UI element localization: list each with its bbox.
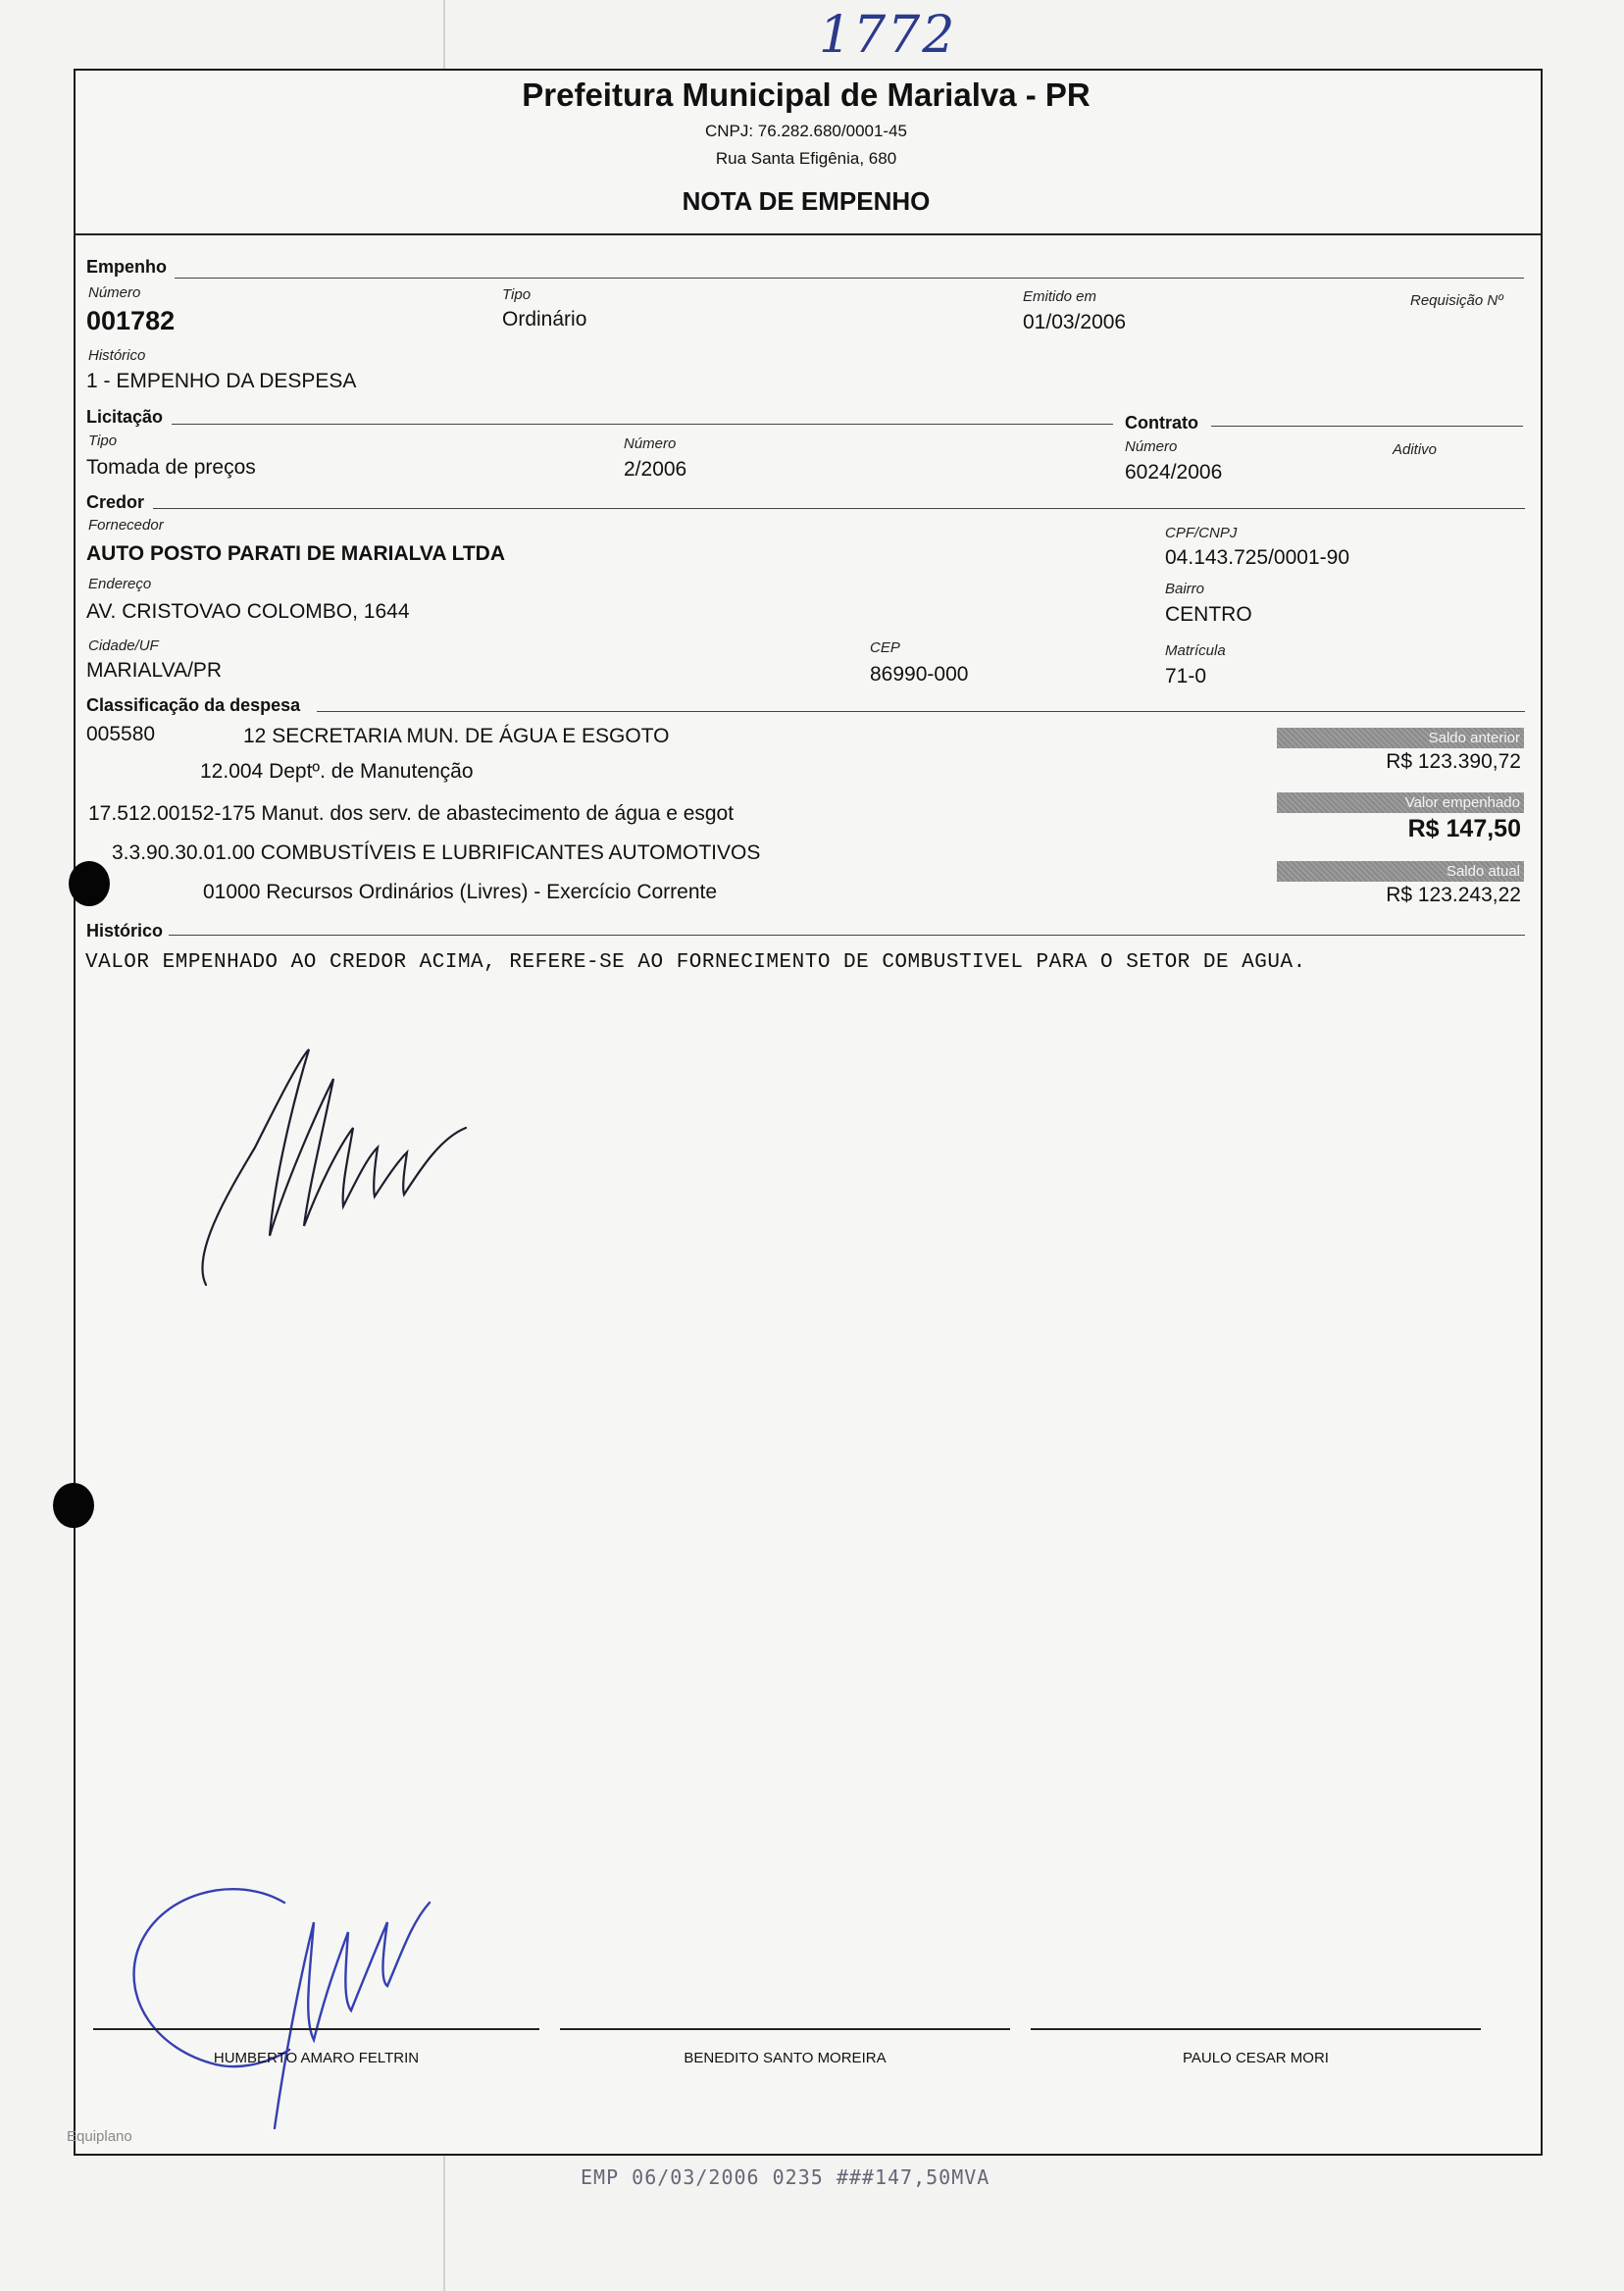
page-title: Prefeitura Municipal de Marialva - PR bbox=[522, 76, 1091, 113]
credor-endereco: AV. CRISTOVAO COLOMBO, 1644 bbox=[86, 600, 410, 623]
punch-hole bbox=[69, 861, 110, 906]
credor-cnpj: 04.143.725/0001-90 bbox=[1165, 546, 1350, 569]
fornecedor-name: AUTO POSTO PARATI DE MARIALVA LTDA bbox=[86, 542, 505, 565]
signatory-2: BENEDITO SANTO MOREIRA bbox=[684, 2050, 887, 2066]
credor-bairro: CENTRO bbox=[1165, 603, 1252, 626]
licitacao-tipo-label: Tipo bbox=[88, 433, 118, 449]
section-contrato: Contrato bbox=[1125, 413, 1198, 433]
section-rule bbox=[169, 935, 1525, 936]
saldo-atual-value: R$ 123.243,22 bbox=[1386, 884, 1521, 906]
signature-line-2 bbox=[560, 2028, 1010, 2030]
section-rule bbox=[175, 278, 1524, 279]
section-classificacao: Classificação da despesa bbox=[86, 695, 301, 715]
payment-stamp: EMP 06/03/2006 0235 ###147,50MVA bbox=[581, 2165, 990, 2189]
header-divider bbox=[74, 233, 1541, 235]
blue-signature bbox=[118, 1863, 441, 2167]
contrato-numero-label: Número bbox=[1125, 438, 1178, 455]
matricula-label: Matrícula bbox=[1165, 642, 1226, 659]
empenho-numero-label: Número bbox=[88, 284, 141, 301]
classificacao-recurso: 01000 Recursos Ordinários (Livres) - Exercício Corrente bbox=[203, 881, 718, 903]
requisicao-label: Requisição Nº bbox=[1410, 292, 1503, 309]
emitido-label: Emitido em bbox=[1023, 288, 1097, 305]
classificacao-unidade: 12.004 Deptº. de Manutenção bbox=[200, 760, 474, 783]
section-credor: Credor bbox=[86, 492, 145, 512]
software-footer: Equiplano bbox=[67, 2128, 132, 2145]
emitido-date: 01/03/2006 bbox=[1023, 311, 1127, 333]
bairro-label: Bairro bbox=[1165, 581, 1205, 597]
licitacao-numero-label: Número bbox=[624, 435, 677, 452]
credor-cep: 86990-000 bbox=[870, 663, 969, 686]
section-rule bbox=[1211, 426, 1523, 427]
saldo-anterior-value: R$ 123.390,72 bbox=[1386, 750, 1521, 773]
fornecedor-label: Fornecedor bbox=[88, 517, 164, 534]
empenho-tipo: Ordinário bbox=[502, 308, 587, 331]
empenho-historico: 1 - EMPENHO DA DESPESA bbox=[86, 370, 357, 392]
classificacao-orgao: 12 SECRETARIA MUN. DE ÁGUA E ESGOTO bbox=[243, 725, 670, 747]
section-rule bbox=[153, 508, 1525, 509]
section-licitacao: Licitação bbox=[86, 407, 164, 427]
empenho-numero: 001782 bbox=[86, 306, 176, 335]
section-rule bbox=[172, 424, 1113, 425]
address-line: Rua Santa Efigênia, 680 bbox=[715, 149, 897, 168]
cnpj-label: CPF/CNPJ bbox=[1165, 525, 1238, 541]
section-empenho: Empenho bbox=[86, 257, 168, 277]
contrato-numero: 6024/2006 bbox=[1125, 461, 1223, 484]
cidade-label: Cidade/UF bbox=[88, 637, 159, 654]
document-title: NOTA DE EMPENHO bbox=[682, 186, 931, 216]
endereco-label: Endereço bbox=[88, 576, 152, 592]
handwritten-page-number: 1772 bbox=[819, 6, 957, 65]
saldo-atual-label: Saldo atual bbox=[1277, 861, 1524, 882]
licitacao-numero: 2/2006 bbox=[624, 458, 687, 481]
signature-line-1 bbox=[93, 2028, 539, 2030]
punch-hole bbox=[53, 1483, 94, 1528]
section-rule bbox=[317, 711, 1525, 712]
empenho-tipo-label: Tipo bbox=[502, 286, 532, 303]
signatory-1: HUMBERTO AMARO FELTRIN bbox=[213, 2050, 420, 2066]
cnpj-line: CNPJ: 76.282.680/0001-45 bbox=[704, 122, 908, 140]
credor-matricula: 71-0 bbox=[1165, 665, 1207, 687]
licitacao-tipo: Tomada de preços bbox=[86, 456, 256, 479]
classificacao-elemento: 3.3.90.30.01.00 COMBUSTÍVEIS E LUBRIFICANTES AUTOMOTIVOS bbox=[112, 841, 761, 864]
empenho-historico-label: Histórico bbox=[88, 347, 146, 364]
signature-line-3 bbox=[1031, 2028, 1481, 2030]
classificacao-code: 005580 bbox=[86, 723, 156, 745]
cep-label: CEP bbox=[870, 639, 900, 656]
contrato-aditivo-label: Aditivo bbox=[1393, 441, 1438, 458]
credor-cidade: MARIALVA/PR bbox=[86, 659, 223, 682]
valor-empenhado-label: Valor empenhado bbox=[1277, 792, 1524, 813]
section-historico: Histórico bbox=[86, 921, 164, 941]
valor-empenhado-value: R$ 147,50 bbox=[1407, 815, 1521, 842]
saldo-anterior-label: Saldo anterior bbox=[1277, 728, 1524, 748]
classificacao-funcional: 17.512.00152-175 Manut. dos serv. de abastecimento de água e esgot bbox=[88, 802, 735, 825]
handwritten-signature bbox=[186, 1040, 481, 1295]
historico-text: VALOR EMPENHADO AO CREDOR ACIMA, REFERE-SE AO FORNECIMENTO DE COMBUSTIVEL PARA O SETOR DE AGUA. bbox=[85, 951, 1306, 974]
signatory-3: PAULO CESAR MORI bbox=[1183, 2050, 1329, 2066]
